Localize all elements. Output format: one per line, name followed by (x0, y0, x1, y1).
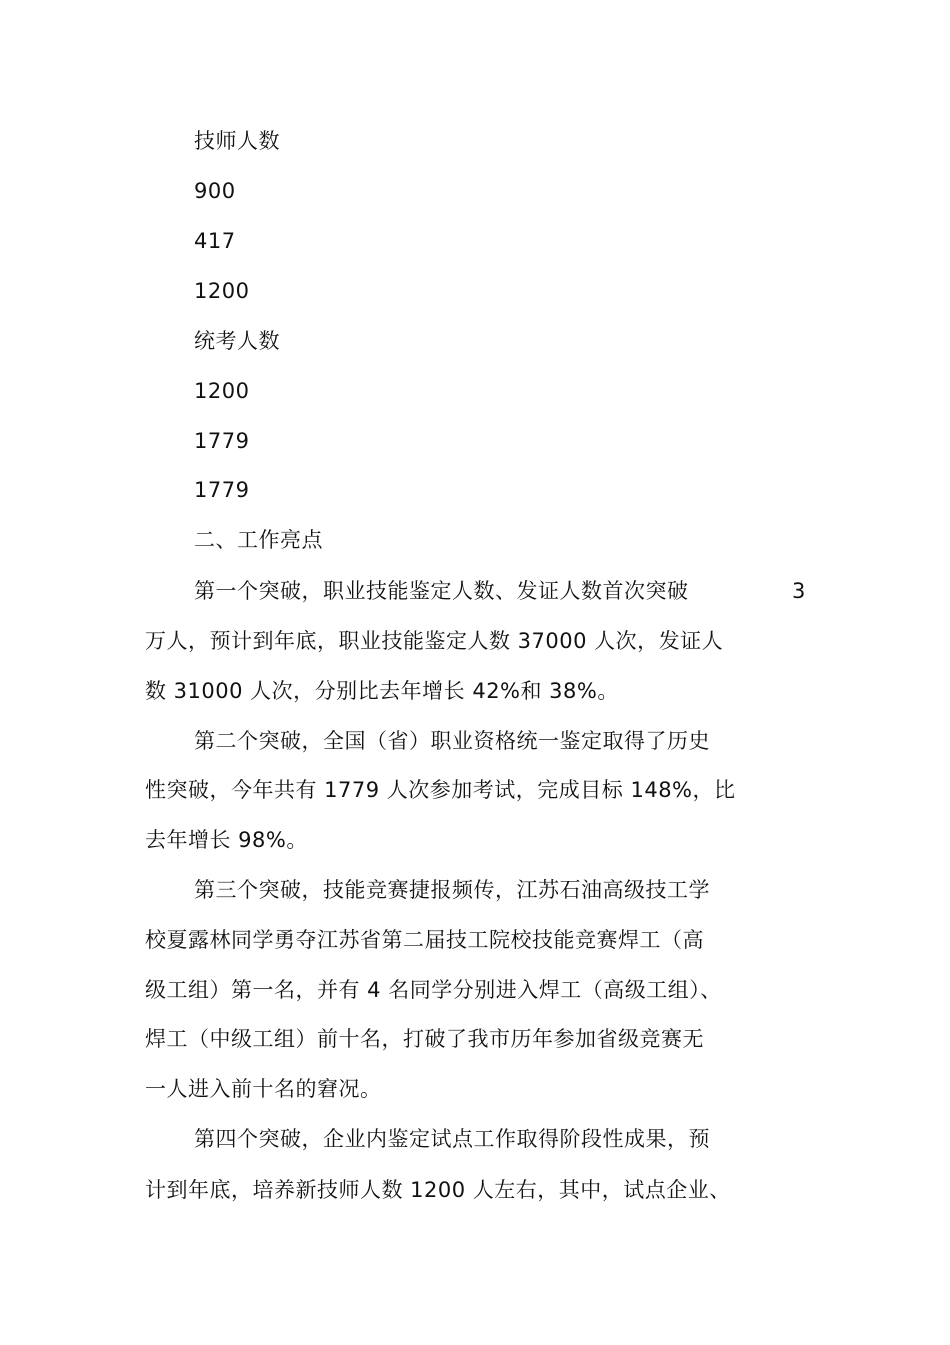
paragraph-2-line-1: 第二个突破，全国（省）职业资格统一鉴定取得了历史 (194, 729, 710, 753)
paragraph-1-line-2: 万人，预计到年底，职业技能鉴定人数 37000 人次，发证人 (145, 629, 724, 653)
paragraph-3-line-1: 第三个突破，技能竞赛捷报频传，江苏石油高级技工学 (194, 878, 710, 902)
list-item: 417 (194, 229, 236, 253)
paragraph-3-line-2: 校夏露林同学勇夺江苏省第二届技工院校技能竞赛焊工（高 (145, 928, 704, 952)
paragraph-2-line-2: 性突破，今年共有 1779 人次参加考试，完成目标 148%，比 (145, 778, 736, 802)
list-item: 1200 (194, 279, 250, 303)
paragraph-4-line-2: 计到年底，培养新技师人数 1200 人左右，其中，试点企业、 (145, 1178, 731, 1202)
list-item: 1200 (194, 379, 250, 403)
paragraph-1-line-1-tail: 3 (792, 579, 806, 603)
paragraph-1-line-1: 第一个突破，职业技能鉴定人数、发证人数首次突破 (194, 579, 689, 603)
paragraph-1-line-3: 数 31000 人次，分别比去年增长 42%和 38%。 (145, 679, 619, 703)
list-item: 统考人数 (194, 329, 280, 353)
list-item: 1779 (194, 429, 250, 453)
paragraph-3-line-5: 一人进入前十名的窘况。 (145, 1077, 382, 1101)
list-item: 900 (194, 179, 236, 203)
paragraph-3-line-3: 级工组）第一名，并有 4 名同学分别进入焊工（高级工组）、 (145, 978, 722, 1002)
paragraph-3-line-4: 焊工（中级工组）前十名，打破了我市历年参加省级竞赛无 (145, 1027, 704, 1051)
list-item: 技师人数 (194, 129, 280, 153)
paragraph-2-line-3: 去年增长 98%。 (145, 828, 308, 852)
paragraph-4-line-1: 第四个突破，企业内鉴定试点工作取得阶段性成果，预 (194, 1127, 710, 1151)
list-item: 1779 (194, 478, 250, 502)
section-heading: 二、工作亮点 (194, 528, 323, 552)
